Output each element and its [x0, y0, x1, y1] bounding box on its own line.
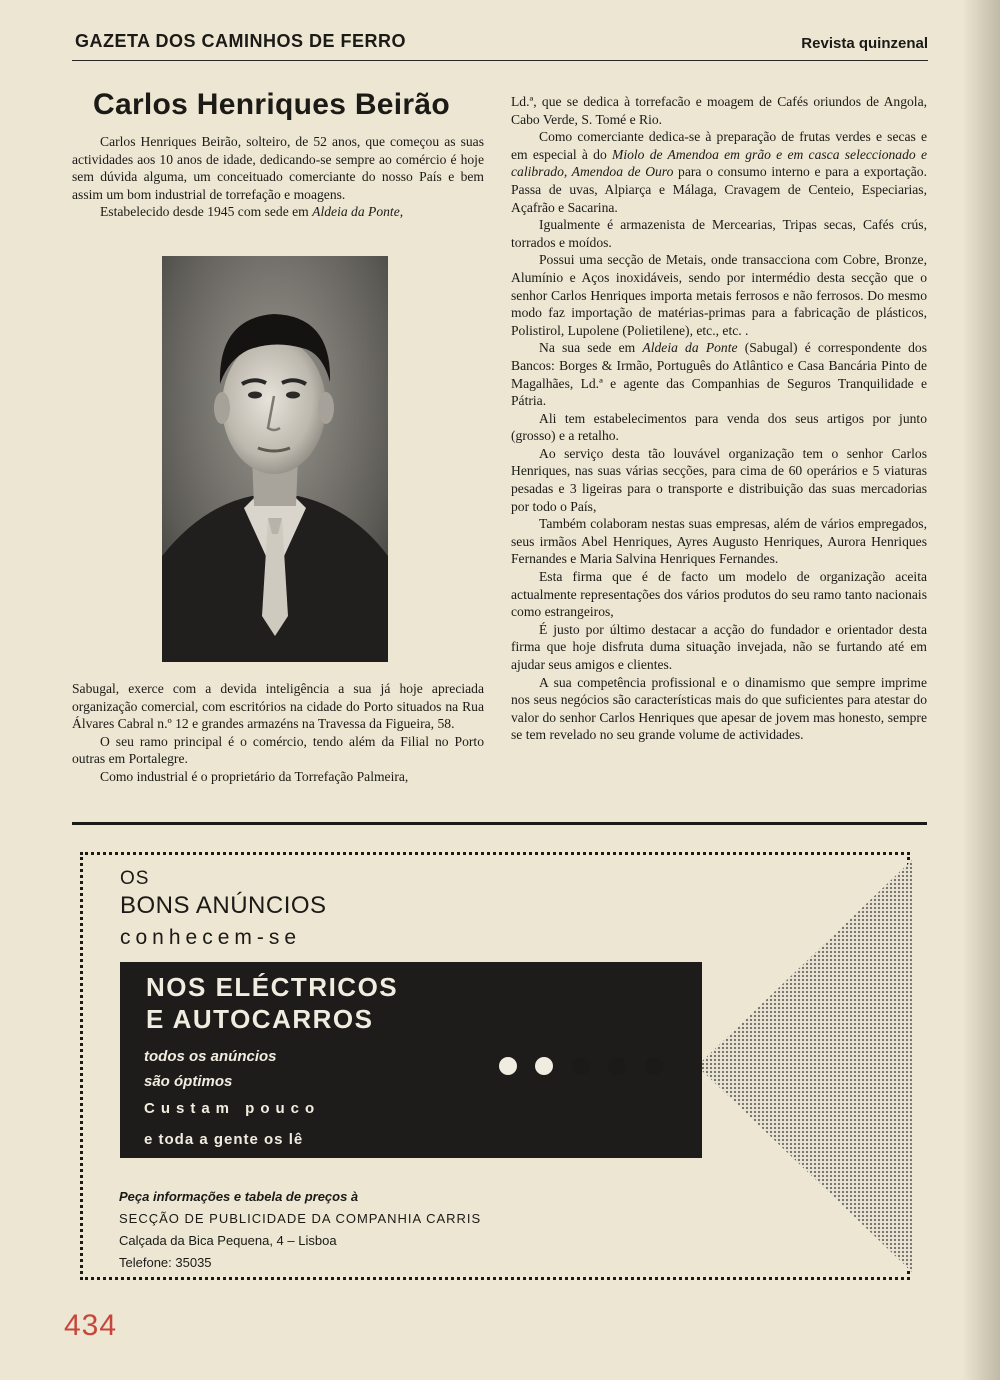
portrait-photo-illustration	[162, 256, 388, 662]
paragraph-text: Como comerciante dedica-se à preparação de frutas verdes e secas e em especial à do	[511, 129, 927, 162]
ad-headline: BONS ANÚNCIOS	[120, 892, 327, 919]
paragraph: Sabugal, exerce com a devida inteligência a sua já hoje apreciada organização comercial, com escritórios na cidade do Porto situados na Rua Álvares Cabral n.º 12 e grandes armazéns na Travessa da Figueira, 58.	[72, 681, 484, 732]
place-name: Aldeia da Ponte,	[312, 204, 404, 220]
paragraph: Ao serviço desta tão louvável organização tem o senhor Carlos Henriques, nas suas várias secções, para cima de 60 operários e 5 viaturas pesadas e 3 ligeiras para o transporte e distribuição das suas mercadorias por todo o País,	[511, 445, 927, 514]
paragraph-text: Na sua sede em	[539, 340, 643, 356]
ad-contact-intro: Peça informações e tabela de preços à	[119, 1189, 359, 1204]
ad-tagline-line: todos os anúncios	[144, 1048, 277, 1065]
page-number: 434	[64, 1309, 118, 1342]
paragraph: Esta firma que é de facto um modelo de organização aceita actualmente representações dos vários produtos do seu ramo tanto nacionais como estrangeiros,	[511, 569, 927, 620]
paragraph: Igualmente é armazenista de Mercearias, Tripas secas, Cafés crús, torrados e moídos.	[511, 217, 927, 250]
ad-tagline-line: são óptimos	[144, 1073, 233, 1090]
paragraph	[72, 203, 484, 221]
dots-graphic	[492, 1055, 692, 1077]
ad-contact-info	[119, 1186, 481, 1274]
paragraph: Carlos Henriques Beirão, solteiro, de 52 anos, que começou as suas actividades aos 10 anos de idade, dedicando-se sempre ao comércio é hoje sem dúvida alguma, um conceituado comerciante do nosso País e bem assim um bom industrial de torrefação e moagens.	[72, 134, 484, 202]
running-header-right: Revista quinzenal	[801, 35, 928, 52]
paragraph	[511, 339, 927, 409]
binding-shadow	[962, 0, 1000, 1380]
ad-panel-headline-line: E AUTOCARROS	[146, 1004, 374, 1034]
left-column-top	[72, 133, 484, 221]
ad-panel-headline	[146, 971, 398, 1035]
ad-kicker: OS	[120, 868, 150, 889]
right-column	[511, 93, 927, 744]
paragraph: Possui uma secção de Metais, onde transacciona com Cobre, Bronze, Alumínio e Aços inoxidáveis, sendo por intermédio desta secção que o senhor Carlos Henriques importa metais ferrosos e não ferrosos. Do mesmo modo faz importação de matérias-primas para a fabricação de plásticos, Polistirol, Lupolene (Polietilene), etc., etc. .	[511, 252, 927, 338]
ad-panel-headline-line: NOS ELÉCTRICOS	[146, 972, 399, 1002]
paragraph: Ali tem estabelecimentos para venda dos seus artigos por junto (grosso) e a retalho.	[511, 410, 927, 444]
running-header-title: GAZETA DOS CAMINHOS DE FERRO	[75, 31, 407, 51]
left-column-bottom	[72, 680, 484, 786]
paragraph: É justo por último destacar a acção do fundador e orientador desta firma que hoje disfruta duma situação invejada, não se furtando até em ajudar seus amigos e clientes.	[511, 621, 927, 672]
place-name: Aldeia da Ponte	[642, 340, 738, 356]
paragraph: Ld.ª, que se dedica à torrefacão e moagem de Cafés oriundos de Angola, Cabo Verde, S. Tomé e Rio.	[511, 94, 927, 127]
paragraph	[511, 128, 927, 216]
ad-panel-closing-line: e toda a gente os lê	[144, 1131, 304, 1148]
paragraph: A sua competência profissional e o dinamismo que sempre imprime nos seus negócios são características mais do que suficientes para atestar do valor do senhor Carlos Henriques que apesar de jovem mas honesto, sempre se tem revelado no seu grande volume de actividades.	[511, 674, 927, 743]
article-title: Carlos Henriques Beirão	[93, 88, 451, 121]
paragraph-text: (Sabugal) é correspondente dos Bancos: Borges & Irmão, Português do Atlântico e Casa Bancária Pinto de Magalhães, Ld.ª e agente das Companhias de Seguros Tranquilidade e Pátria.	[511, 340, 927, 409]
paragraph-text: para o consumo interno e para a exportação. Passa de uvas, Alpiarça e Málaga, Cravagem de Centeio, Especiarias, Açafrão e Sacarina.	[511, 164, 927, 215]
ad-contact-address: Calçada da Bica Pequena, 4 – Lisboa	[119, 1233, 337, 1248]
paragraph: Como industrial é o proprietário da Torrefação Palmeira,	[100, 768, 409, 784]
section-divider	[72, 822, 927, 825]
paragraph: Também colaboram nestas suas empresas, além de vários empregados, seus irmãos Abel Henriques, Ayres Augusto Henriques, Aurora Henriques Fernandes e Maria Salvina Henriques Fernandes.	[511, 516, 927, 567]
ad-contact-phone: Telefone: 35035	[119, 1255, 212, 1270]
ad-subheadline: conhecem-se	[120, 926, 302, 949]
paragraph-text: Estabelecido desde 1945 com sede em	[100, 204, 313, 220]
paragraph: O seu ramo principal é o comércio, tendo além da Filial no Porto outras em Portalegre.	[72, 733, 484, 767]
portrait-photo	[162, 256, 388, 662]
ad-contact-department: SECÇÃO DE PUBLICIDADE DA COMPANHIA CARRIS	[119, 1211, 482, 1226]
product-name: Miolo de Amendoa em grão e em casca seleccionado e calibrado, Amendoa de Ouro	[511, 146, 927, 180]
header-rule	[72, 60, 928, 61]
ad-panel-price-line: Custam pouco	[144, 1100, 321, 1117]
halftone-triangle-graphic	[697, 858, 912, 1274]
ad-panel-tagline	[144, 1044, 277, 1094]
